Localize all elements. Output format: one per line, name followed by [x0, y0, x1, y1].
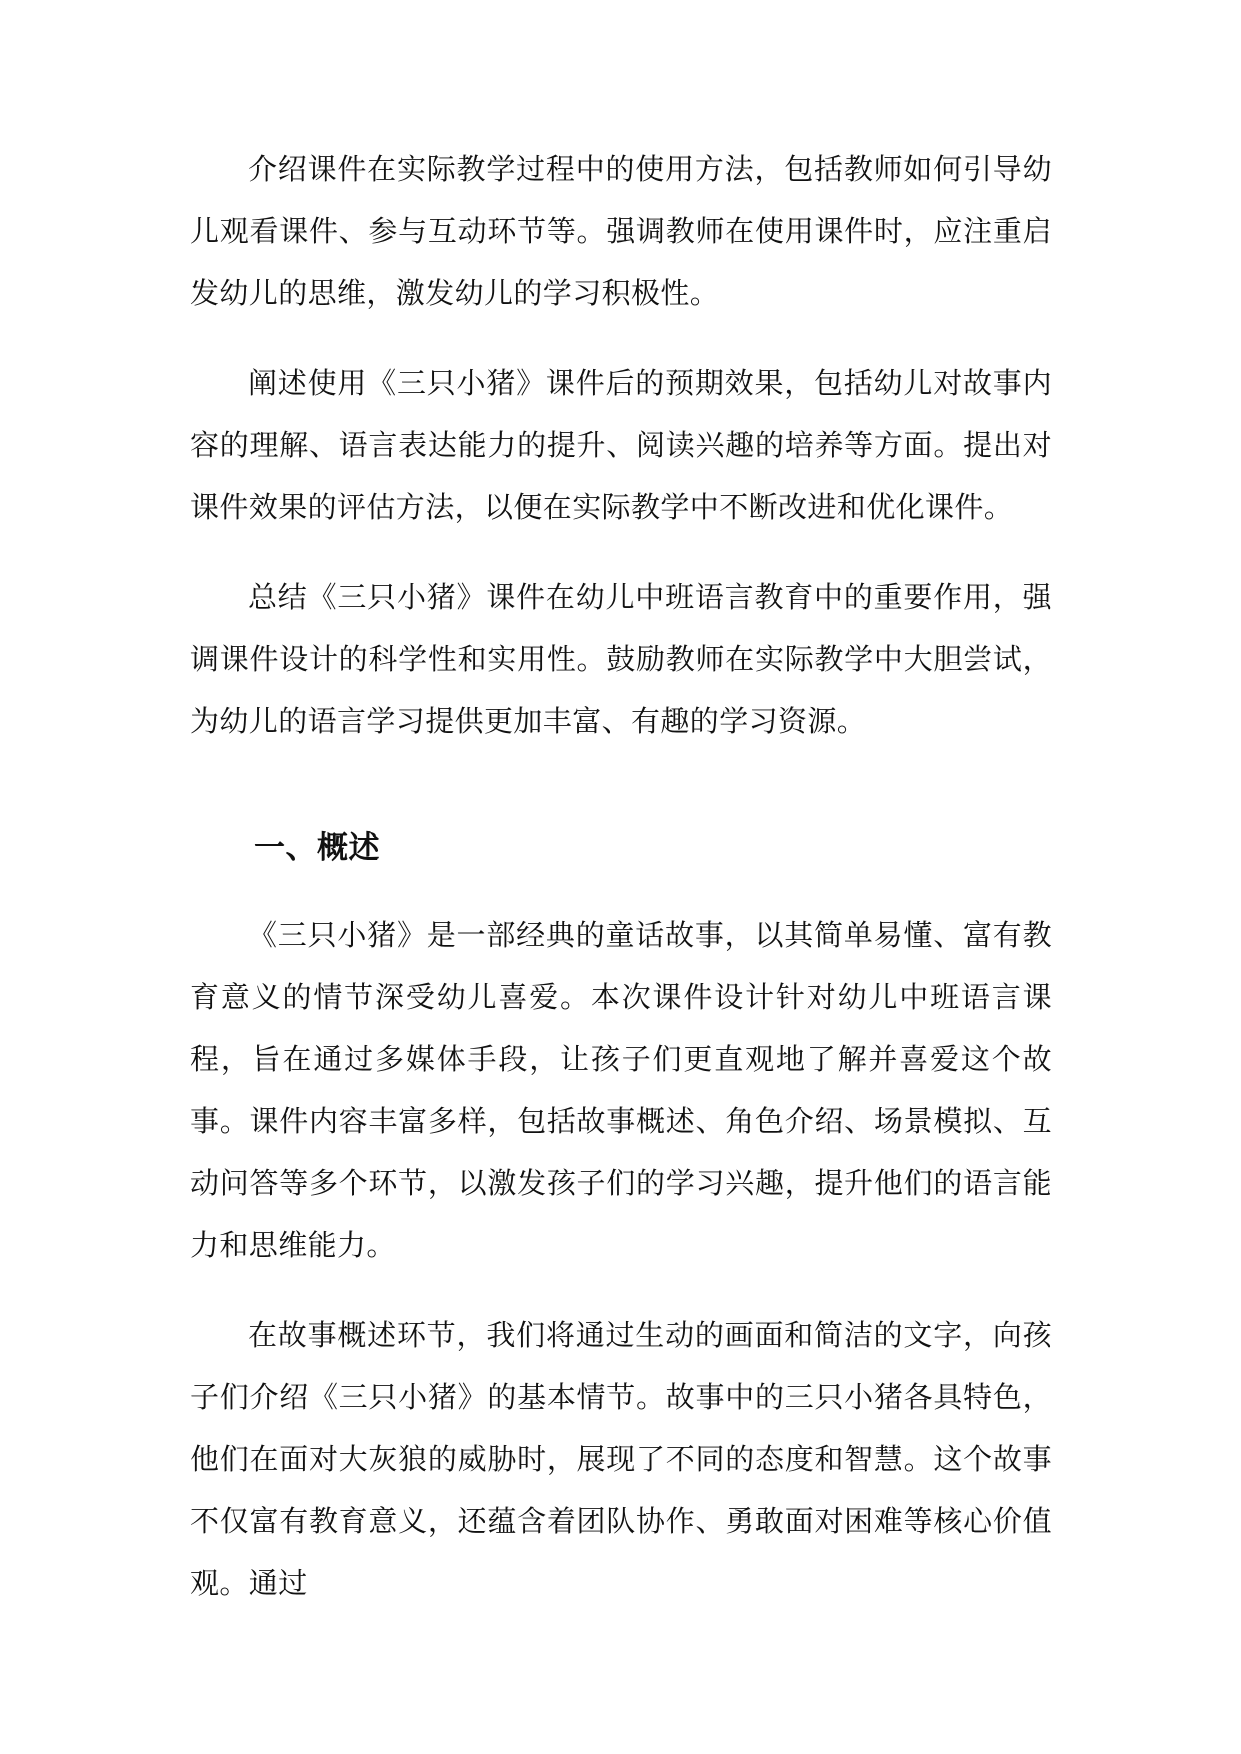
paragraph-summary: 总结《三只小猪》课件在幼儿中班语言教育中的重要作用，强调课件设计的科学性和实用性。鼓励教师在实际教学中大胆尝试，为幼儿的语言学习提供更加丰富、有趣的学习资源。 [190, 580, 1052, 738]
paragraph-story-summary: 在故事概述环节，我们将通过生动的画面和简洁的文字，向孩子们介绍《三只小猪》的基本情节。故事中的三只小猪各具特色，他们在面对大灰狼的威胁时，展现了不同的态度和智慧。这个故事不仅富有教育意义，还蕴含着团队协作、勇敢面对困难等核心价值观。通过 [190, 1318, 1052, 1600]
paragraph-expected-effect: 阐述使用《三只小猪》课件后的预期效果，包括幼儿对故事内容的理解、语言表达能力的提升、阅读兴趣的培养等方面。提出对课件效果的评估方法，以便在实际教学中不断改进和优化课件。 [190, 366, 1052, 524]
section-heading-overview: 一、概述 [254, 830, 380, 866]
paragraph-overview-intro: 《三只小猪》是一部经典的童话故事，以其简单易懂、富有教育意义的情节深受幼儿喜爱。本次课件设计针对幼儿中班语言课程，旨在通过多媒体手段，让孩子们更直观地了解并喜爱这个故事。课件内容丰富多样，包括故事概述、角色介绍、场景模拟、互动问答等多个环节，以激发孩子们的学习兴趣，提升他们的语言能力和思维能力。 [190, 918, 1052, 1262]
paragraph-usage-method: 介绍课件在实际教学过程中的使用方法，包括教师如何引导幼儿观看课件、参与互动环节等。强调教师在使用课件时，应注重启发幼儿的思维，激发幼儿的学习积极性。 [190, 152, 1052, 310]
document-body [190, 138, 1052, 1614]
